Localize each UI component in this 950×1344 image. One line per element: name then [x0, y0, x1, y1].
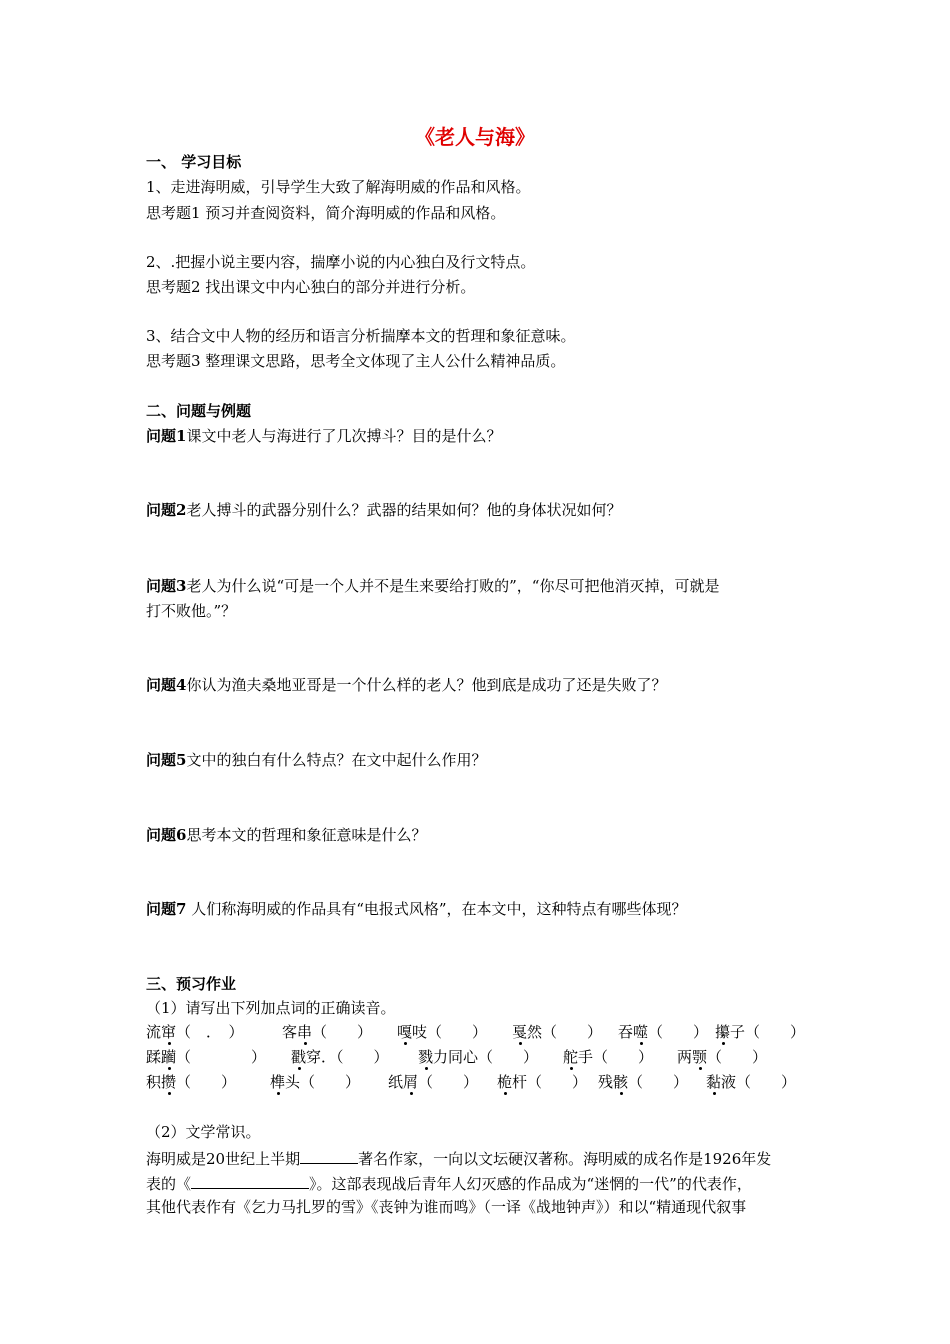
question-3-continued: 打不败他。”？ — [146, 602, 237, 620]
vocab-blank: （ ） — [736, 1073, 797, 1091]
vocab-item — [282, 1022, 372, 1042]
vocab-item — [146, 1072, 236, 1092]
literature-instruction: （2）文学常识。 — [146, 1123, 261, 1141]
vocab-word: 残骸 — [598, 1073, 629, 1091]
vocab-word: 戳穿 — [291, 1048, 322, 1066]
literature-text: 》。这部表现战后青年人幻灭感的作品成为“迷惘的一代”的代表作， — [309, 1175, 752, 1193]
section3-heading: 三、预习作业 — [146, 975, 237, 993]
question-7-text: 人们称海明威的作品具有“电报式风格”，在本文中，这种特点有哪些体现？ — [186, 900, 687, 918]
vocab-item — [146, 1022, 244, 1042]
thinking-question-3: 思考题3 整理课文思路，思考全文体现了主人公什么精神品质。 — [146, 352, 566, 370]
vocab-word: 嘎吱 — [397, 1023, 428, 1041]
vocab-item — [397, 1022, 487, 1042]
vocab-word: 积攒 — [146, 1073, 177, 1091]
vocab-blank: （ ） — [527, 1073, 588, 1091]
vocab-word: 榫头 — [270, 1073, 301, 1091]
vocab-item — [563, 1047, 653, 1067]
question-4-text: 你认为渔夫桑地亚哥是一个什么样的老人？他到底是成功了还是失败了？ — [186, 676, 667, 694]
fill-blank-nationality[interactable] — [300, 1147, 358, 1164]
question-7 — [146, 899, 687, 919]
vocab-word: 流窜 — [146, 1023, 177, 1041]
literature-text: 海明威是20世纪上半期 — [146, 1150, 301, 1168]
vocab-word: 吞噬 — [618, 1023, 649, 1041]
question-2-label: 问题2 — [146, 501, 187, 519]
question-7-label: 问题7 — [146, 900, 187, 918]
question-3-text: 老人为什么说“可是一个人并不是生来要给打败的”，“你尽可把他消灭掉，可就是 — [186, 577, 720, 595]
vocab-item — [706, 1072, 796, 1092]
section2-heading: 二、问题与例题 — [146, 402, 252, 420]
vocab-item — [677, 1047, 767, 1067]
vocab-item — [497, 1072, 587, 1092]
literature-para-line1 — [146, 1147, 771, 1169]
objective-3: 3、结合文中人物的经历和语言分析揣摩本文的哲理和象征意味。 — [146, 327, 576, 345]
vocab-item — [715, 1022, 805, 1042]
vocab-blank: （ ） — [176, 1048, 267, 1066]
literature-para-line3: 其他代表作有《乞力马扎罗的雪》《丧钟为谁而鸣》（一译《战地钟声》）和以“精通现代叙事 — [146, 1198, 747, 1216]
question-2-text: 老人搏斗的武器分别什么？武器的结果如何？他的身体状况如何？ — [186, 501, 622, 519]
question-5-label: 问题5 — [146, 751, 187, 769]
vocab-item — [512, 1022, 602, 1042]
question-3 — [146, 576, 719, 596]
question-6-label: 问题6 — [146, 826, 187, 844]
objective-2: 2、.把握小说主要内容，揣摩小说的内心独白及行文特点。 — [146, 253, 536, 271]
literature-text: 著名作家，一向以文坛硬汉著称。海明威的成名作是1926年发 — [358, 1150, 772, 1168]
vocab-word: 黏液 — [706, 1073, 737, 1091]
question-5 — [146, 750, 486, 770]
vocab-item — [618, 1022, 708, 1042]
vocab-word: 戮力同心 — [418, 1048, 479, 1066]
vocab-blank: （ ） — [300, 1073, 361, 1091]
question-4 — [146, 675, 666, 695]
vocab-blank: （ ） — [593, 1048, 654, 1066]
vocab-item — [418, 1047, 538, 1067]
vocab-blank: （ ） — [478, 1048, 539, 1066]
vocab-item — [388, 1072, 478, 1092]
vocab-item — [270, 1072, 360, 1092]
vocab-item — [291, 1047, 389, 1067]
vocab-word: 纸屑 — [388, 1073, 419, 1091]
vocab-blank: （ ） — [312, 1023, 373, 1041]
vocab-blank: （ ） — [176, 1073, 237, 1091]
question-1-text: 课文中老人与海进行了几次搏斗？目的是什么？ — [186, 427, 502, 445]
vocab-word: 两颚 — [677, 1048, 708, 1066]
pronunciation-instruction: （1）请写出下列加点词的正确读音。 — [146, 999, 396, 1017]
fill-blank-book-title[interactable] — [191, 1172, 309, 1189]
vocab-item — [598, 1072, 688, 1092]
question-6-text: 思考本文的哲理和象征意味是什么？ — [186, 826, 427, 844]
vocab-blank: （ ） — [628, 1073, 689, 1091]
vocab-blank: （ ． ） — [176, 1023, 244, 1041]
vocab-blank: ．（ ） — [321, 1048, 389, 1066]
thinking-question-1: 思考题1 预习并查阅资料，简介海明威的作品和风格。 — [146, 204, 506, 222]
vocab-item — [146, 1047, 266, 1067]
question-3-label: 问题3 — [146, 577, 187, 595]
section1-heading: 一、 学习目标 — [146, 153, 242, 171]
vocab-word: 客串 — [282, 1023, 313, 1041]
vocab-word: 戛然 — [512, 1023, 543, 1041]
vocab-blank: （ ） — [707, 1048, 768, 1066]
vocab-blank: （ ） — [427, 1023, 488, 1041]
vocab-blank: （ ） — [542, 1023, 603, 1041]
question-1-label: 问题1 — [146, 427, 187, 445]
objective-1: 1、走进海明威，引导学生大致了解海明威的作品和风格。 — [146, 178, 531, 196]
thinking-question-2: 思考题2 找出课文中内心独白的部分并进行分析。 — [146, 278, 476, 296]
question-5-text: 文中的独白有什么特点？在文中起什么作用？ — [186, 751, 487, 769]
vocab-word: 攥子 — [715, 1023, 746, 1041]
question-4-label: 问题4 — [146, 676, 187, 694]
question-6 — [146, 825, 426, 845]
vocab-blank: （ ） — [418, 1073, 479, 1091]
document-title: 《老人与海》 — [415, 125, 535, 149]
question-1 — [146, 426, 501, 446]
vocab-blank: （ ） — [745, 1023, 806, 1041]
literature-text: 表的《 — [146, 1175, 192, 1193]
vocab-word: 舵手 — [563, 1048, 594, 1066]
question-2 — [146, 500, 621, 520]
vocab-word: 桅杆 — [497, 1073, 528, 1091]
vocab-blank: （ ） — [648, 1023, 709, 1041]
vocab-word: 蹂躏 — [146, 1048, 177, 1066]
literature-para-line2 — [146, 1172, 752, 1194]
